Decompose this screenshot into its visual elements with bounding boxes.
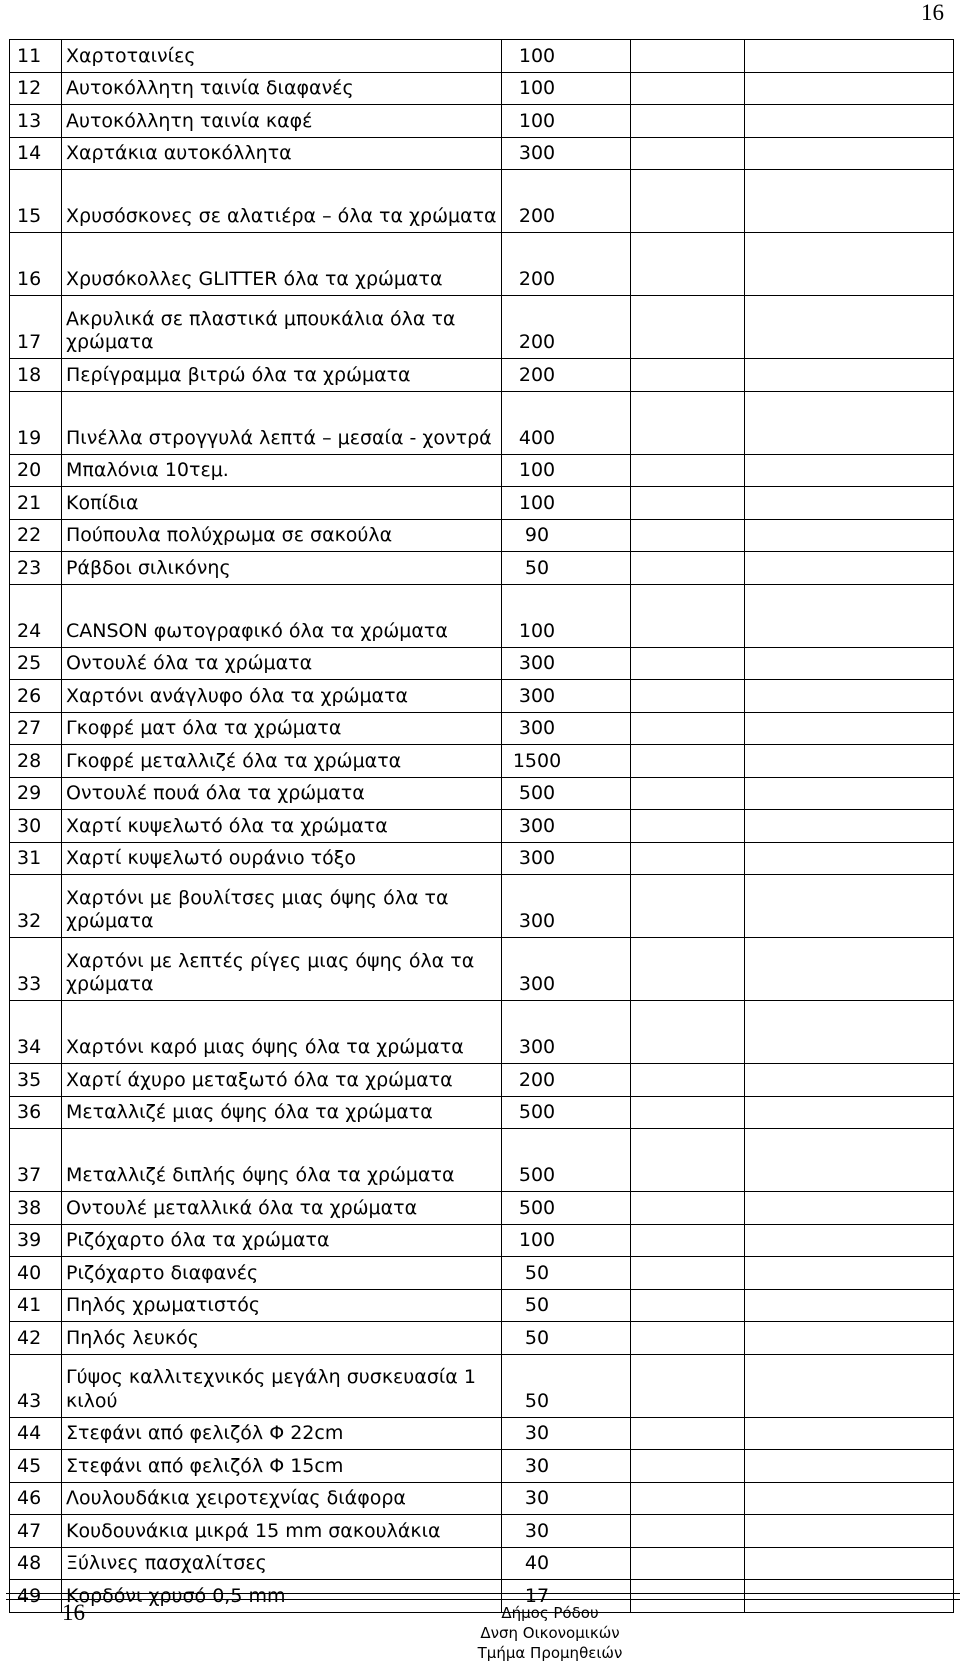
item-description-cell: Κοπίδια: [62, 487, 502, 520]
empty-cell: [745, 1322, 954, 1355]
item-quantity-cell: 500: [502, 1129, 631, 1192]
empty-cell: [631, 170, 745, 233]
empty-cell: [745, 391, 954, 454]
table-row: [10, 72, 954, 105]
table-row: [10, 810, 954, 843]
empty-cell: [631, 810, 745, 843]
item-description-cell: Χρυσόκολλες GLITTER όλα τα χρώματα: [62, 233, 502, 296]
item-quantity-cell: 100: [502, 487, 631, 520]
item-quantity-cell: 100: [502, 105, 631, 138]
item-description-cell: Οντουλέ μεταλλικά όλα τα χρώματα: [62, 1192, 502, 1225]
item-quantity-cell: 1500: [502, 745, 631, 778]
item-quantity-cell: 500: [502, 1192, 631, 1225]
item-number-cell: 34: [10, 1001, 62, 1064]
item-quantity-cell: 300: [502, 137, 631, 170]
item-quantity-cell: 300: [502, 938, 631, 1001]
empty-cell: [631, 137, 745, 170]
item-description-cell: Περίγραμμα βιτρώ όλα τα χρώματα: [62, 359, 502, 392]
empty-cell: [745, 40, 954, 73]
item-number-cell: 46: [10, 1482, 62, 1515]
item-quantity-cell: 90: [502, 519, 631, 552]
item-number-cell: 22: [10, 519, 62, 552]
table-row: [10, 1547, 954, 1580]
empty-cell: [631, 552, 745, 585]
empty-cell: [745, 519, 954, 552]
table-row: [10, 1289, 954, 1322]
footer-org-line-3: Τμήμα Προμηθειών: [477, 1644, 623, 1662]
item-number-cell: 43: [10, 1354, 62, 1417]
table-row: [10, 137, 954, 170]
empty-cell: [631, 454, 745, 487]
item-number-cell: 44: [10, 1417, 62, 1450]
empty-cell: [631, 1450, 745, 1483]
item-number-cell: 35: [10, 1064, 62, 1097]
empty-cell: [745, 1064, 954, 1097]
item-number-cell: 29: [10, 777, 62, 810]
empty-cell: [745, 810, 954, 843]
item-description-cell: Μεταλλιζέ διπλής όψης όλα τα χρώματα: [62, 1129, 502, 1192]
item-number-cell: 13: [10, 105, 62, 138]
empty-cell: [745, 359, 954, 392]
footer-organization: [440, 1603, 660, 1663]
item-quantity-cell: 300: [502, 1001, 631, 1064]
table-row: [10, 1322, 954, 1355]
item-description-cell: Γκοφρέ ματ όλα τα χρώματα: [62, 712, 502, 745]
table-row: [10, 938, 954, 1001]
table-row: [10, 842, 954, 875]
item-quantity-cell: 500: [502, 777, 631, 810]
item-description-cell: Στεφάνι από φελιζόλ Φ 15cm: [62, 1450, 502, 1483]
item-quantity-cell: 30: [502, 1515, 631, 1548]
table-row: [10, 1515, 954, 1548]
item-number-cell: 19: [10, 391, 62, 454]
table-row: [10, 1354, 954, 1417]
empty-cell: [631, 938, 745, 1001]
item-quantity-cell: 100: [502, 72, 631, 105]
empty-cell: [631, 391, 745, 454]
empty-cell: [631, 1515, 745, 1548]
empty-cell: [745, 296, 954, 359]
empty-cell: [631, 359, 745, 392]
item-description-cell: Στεφάνι από φελιζόλ Φ 22cm: [62, 1417, 502, 1450]
item-number-cell: 47: [10, 1515, 62, 1548]
table-row: [10, 40, 954, 73]
item-number-cell: 48: [10, 1547, 62, 1580]
empty-cell: [631, 1064, 745, 1097]
empty-cell: [745, 137, 954, 170]
item-description-cell: Πηλός λευκός: [62, 1322, 502, 1355]
item-number-cell: 30: [10, 810, 62, 843]
empty-cell: [631, 1322, 745, 1355]
item-number-cell: 31: [10, 842, 62, 875]
empty-cell: [745, 1482, 954, 1515]
item-number-cell: 42: [10, 1322, 62, 1355]
item-number-cell: 16: [10, 233, 62, 296]
item-number-cell: 12: [10, 72, 62, 105]
table-row: [10, 359, 954, 392]
item-number-cell: 20: [10, 454, 62, 487]
item-description-cell: Χαρτόνι με βουλίτσες μιας όψης όλα τα χρώματα: [62, 875, 502, 938]
item-description-cell: Πούπουλα πολύχρωμα σε σακούλα: [62, 519, 502, 552]
footer-divider: [6, 1593, 960, 1600]
item-description-cell: Ακρυλικά σε πλαστικά μπουκάλια όλα τα χρώματα: [62, 296, 502, 359]
items-table-body: [10, 40, 954, 1613]
empty-cell: [631, 233, 745, 296]
item-number-cell: 38: [10, 1192, 62, 1225]
item-description-cell: Πηλός χρωματιστός: [62, 1289, 502, 1322]
item-quantity-cell: 200: [502, 170, 631, 233]
table-row: [10, 170, 954, 233]
empty-cell: [631, 777, 745, 810]
item-quantity-cell: 100: [502, 1224, 631, 1257]
item-description-cell: Χαρτόνι με λεπτές ρίγες μιας όψης όλα τα χρώματα: [62, 938, 502, 1001]
item-quantity-cell: 300: [502, 810, 631, 843]
item-quantity-cell: 300: [502, 647, 631, 680]
item-description-cell: Χαρτί κυψελωτό όλα τα χρώματα: [62, 810, 502, 843]
table-row: [10, 1482, 954, 1515]
empty-cell: [745, 233, 954, 296]
empty-cell: [631, 1289, 745, 1322]
table-row: [10, 391, 954, 454]
table-row: [10, 233, 954, 296]
item-number-cell: 24: [10, 584, 62, 647]
table-row: [10, 745, 954, 778]
item-number-cell: 25: [10, 647, 62, 680]
empty-cell: [745, 842, 954, 875]
table-row: [10, 1417, 954, 1450]
table-row: [10, 875, 954, 938]
empty-cell: [631, 712, 745, 745]
item-description-cell: Κουδουνάκια μικρά 15 mm σακουλάκια: [62, 1515, 502, 1548]
item-quantity-cell: 17: [502, 1580, 631, 1613]
empty-cell: [631, 72, 745, 105]
empty-cell: [631, 745, 745, 778]
item-quantity-cell: 40: [502, 1547, 631, 1580]
empty-cell: [745, 1096, 954, 1129]
empty-cell: [745, 1192, 954, 1225]
table-row: [10, 1001, 954, 1064]
item-description-cell: Χαρτάκια αυτοκόλλητα: [62, 137, 502, 170]
items-table: [9, 39, 954, 1613]
empty-cell: [631, 584, 745, 647]
item-description-cell: Χαρτόνι καρό μιας όψης όλα τα χρώματα: [62, 1001, 502, 1064]
table-row: [10, 777, 954, 810]
item-description-cell: Ριζόχαρτο διαφανές: [62, 1257, 502, 1290]
item-description-cell: Ριζόχαρτο όλα τα χρώματα: [62, 1224, 502, 1257]
item-number-cell: 33: [10, 938, 62, 1001]
item-description-cell: CANSON φωτογραφικό όλα τα χρώματα: [62, 584, 502, 647]
empty-cell: [631, 875, 745, 938]
item-description-cell: Χαρτόνι ανάγλυφο όλα τα χρώματα: [62, 680, 502, 713]
empty-cell: [745, 875, 954, 938]
page-number-top: 16: [921, 0, 944, 25]
table-row: [10, 1450, 954, 1483]
item-quantity-cell: 200: [502, 359, 631, 392]
empty-cell: [631, 296, 745, 359]
empty-cell: [631, 487, 745, 520]
item-description-cell: Κορδόνι χρυσό 0,5 mm: [62, 1580, 502, 1613]
item-number-cell: 37: [10, 1129, 62, 1192]
empty-cell: [745, 647, 954, 680]
empty-cell: [745, 1354, 954, 1417]
empty-cell: [631, 680, 745, 713]
item-description-cell: Ράβδοι σιλικόνης: [62, 552, 502, 585]
empty-cell: [631, 1192, 745, 1225]
item-number-cell: 45: [10, 1450, 62, 1483]
item-quantity-cell: 100: [502, 584, 631, 647]
empty-cell: [631, 519, 745, 552]
item-quantity-cell: 300: [502, 712, 631, 745]
item-quantity-cell: 200: [502, 233, 631, 296]
table-row: [10, 1192, 954, 1225]
item-description-cell: Λουλουδάκια χειροτεχνίας διάφορα: [62, 1482, 502, 1515]
item-number-cell: 39: [10, 1224, 62, 1257]
item-number-cell: 17: [10, 296, 62, 359]
item-number-cell: 41: [10, 1289, 62, 1322]
empty-cell: [745, 1450, 954, 1483]
item-description-cell: Χαρτί κυψελωτό ουράνιο τόξο: [62, 842, 502, 875]
item-quantity-cell: 30: [502, 1417, 631, 1450]
item-number-cell: 14: [10, 137, 62, 170]
empty-cell: [745, 712, 954, 745]
item-quantity-cell: 300: [502, 842, 631, 875]
item-number-cell: 36: [10, 1096, 62, 1129]
item-number-cell: 11: [10, 40, 62, 73]
table-row: [10, 519, 954, 552]
empty-cell: [631, 1547, 745, 1580]
empty-cell: [745, 1129, 954, 1192]
empty-cell: [631, 1482, 745, 1515]
table-row: [10, 1257, 954, 1290]
empty-cell: [745, 1224, 954, 1257]
empty-cell: [745, 680, 954, 713]
empty-cell: [631, 1129, 745, 1192]
item-description-cell: Αυτοκόλλητη ταινία καφέ: [62, 105, 502, 138]
table-row: [10, 584, 954, 647]
footer-org-line-1: Δήμος Ρόδου: [501, 1604, 599, 1622]
table-row: [10, 105, 954, 138]
table-row: [10, 647, 954, 680]
empty-cell: [745, 1001, 954, 1064]
empty-cell: [631, 1224, 745, 1257]
page-number-bottom: 16: [62, 1600, 85, 1625]
item-quantity-cell: 100: [502, 454, 631, 487]
item-number-cell: 27: [10, 712, 62, 745]
item-quantity-cell: 30: [502, 1450, 631, 1483]
item-quantity-cell: 200: [502, 296, 631, 359]
table-row: [10, 1064, 954, 1097]
empty-cell: [745, 552, 954, 585]
empty-cell: [745, 72, 954, 105]
item-quantity-cell: 50: [502, 552, 631, 585]
item-quantity-cell: 300: [502, 875, 631, 938]
item-number-cell: 26: [10, 680, 62, 713]
footer-org-line-2: Δνση Οικονομικών: [480, 1624, 620, 1642]
empty-cell: [745, 745, 954, 778]
table-row: [10, 552, 954, 585]
item-quantity-cell: 100: [502, 40, 631, 73]
empty-cell: [745, 487, 954, 520]
empty-cell: [631, 1354, 745, 1417]
empty-cell: [631, 647, 745, 680]
item-number-cell: 23: [10, 552, 62, 585]
empty-cell: [745, 777, 954, 810]
item-description-cell: Μπαλόνια 10τεμ.: [62, 454, 502, 487]
empty-cell: [745, 584, 954, 647]
item-number-cell: 18: [10, 359, 62, 392]
table-row: [10, 487, 954, 520]
item-description-cell: Χρυσόσκονες σε αλατιέρα – όλα τα χρώματα: [62, 170, 502, 233]
table-row: [10, 1129, 954, 1192]
item-description-cell: Γκοφρέ μεταλλιζέ όλα τα χρώματα: [62, 745, 502, 778]
empty-cell: [745, 170, 954, 233]
empty-cell: [745, 1257, 954, 1290]
item-quantity-cell: 400: [502, 391, 631, 454]
table-row: [10, 680, 954, 713]
empty-cell: [745, 1547, 954, 1580]
item-description-cell: Χαρτί άχυρο μεταξωτό όλα τα χρώματα: [62, 1064, 502, 1097]
table-row: [10, 1224, 954, 1257]
item-quantity-cell: 50: [502, 1257, 631, 1290]
empty-cell: [631, 105, 745, 138]
item-quantity-cell: 200: [502, 1064, 631, 1097]
item-description-cell: Οντουλέ πουά όλα τα χρώματα: [62, 777, 502, 810]
item-quantity-cell: 300: [502, 680, 631, 713]
table-row: [10, 296, 954, 359]
item-description-cell: Μεταλλιζέ μιας όψης όλα τα χρώματα: [62, 1096, 502, 1129]
empty-cell: [631, 1096, 745, 1129]
item-quantity-cell: 500: [502, 1096, 631, 1129]
empty-cell: [745, 938, 954, 1001]
item-number-cell: 15: [10, 170, 62, 233]
item-number-cell: 21: [10, 487, 62, 520]
item-description-cell: Χαρτοταινίες: [62, 40, 502, 73]
empty-cell: [631, 1257, 745, 1290]
item-description-cell: Οντουλέ όλα τα χρώματα: [62, 647, 502, 680]
item-quantity-cell: 50: [502, 1289, 631, 1322]
item-description-cell: Πινέλλα στρογγυλά λεπτά – μεσαία - χοντρά: [62, 391, 502, 454]
empty-cell: [631, 1001, 745, 1064]
table-row: [10, 1096, 954, 1129]
item-quantity-cell: 30: [502, 1482, 631, 1515]
item-number-cell: 28: [10, 745, 62, 778]
item-description-cell: Γύψος καλλιτεχνικός μεγάλη συσκευασία 1 κιλού: [62, 1354, 502, 1417]
empty-cell: [745, 454, 954, 487]
item-number-cell: 49: [10, 1580, 62, 1613]
item-description-cell: Ξύλινες πασχαλίτσες: [62, 1547, 502, 1580]
empty-cell: [745, 1417, 954, 1450]
table-row: [10, 454, 954, 487]
item-description-cell: Αυτοκόλλητη ταινία διαφανές: [62, 72, 502, 105]
item-number-cell: 40: [10, 1257, 62, 1290]
item-quantity-cell: 50: [502, 1322, 631, 1355]
empty-cell: [745, 1515, 954, 1548]
empty-cell: [631, 842, 745, 875]
item-number-cell: 32: [10, 875, 62, 938]
table-row: [10, 712, 954, 745]
item-quantity-cell: 50: [502, 1354, 631, 1417]
empty-cell: [631, 1417, 745, 1450]
empty-cell: [745, 1289, 954, 1322]
empty-cell: [631, 40, 745, 73]
empty-cell: [745, 105, 954, 138]
